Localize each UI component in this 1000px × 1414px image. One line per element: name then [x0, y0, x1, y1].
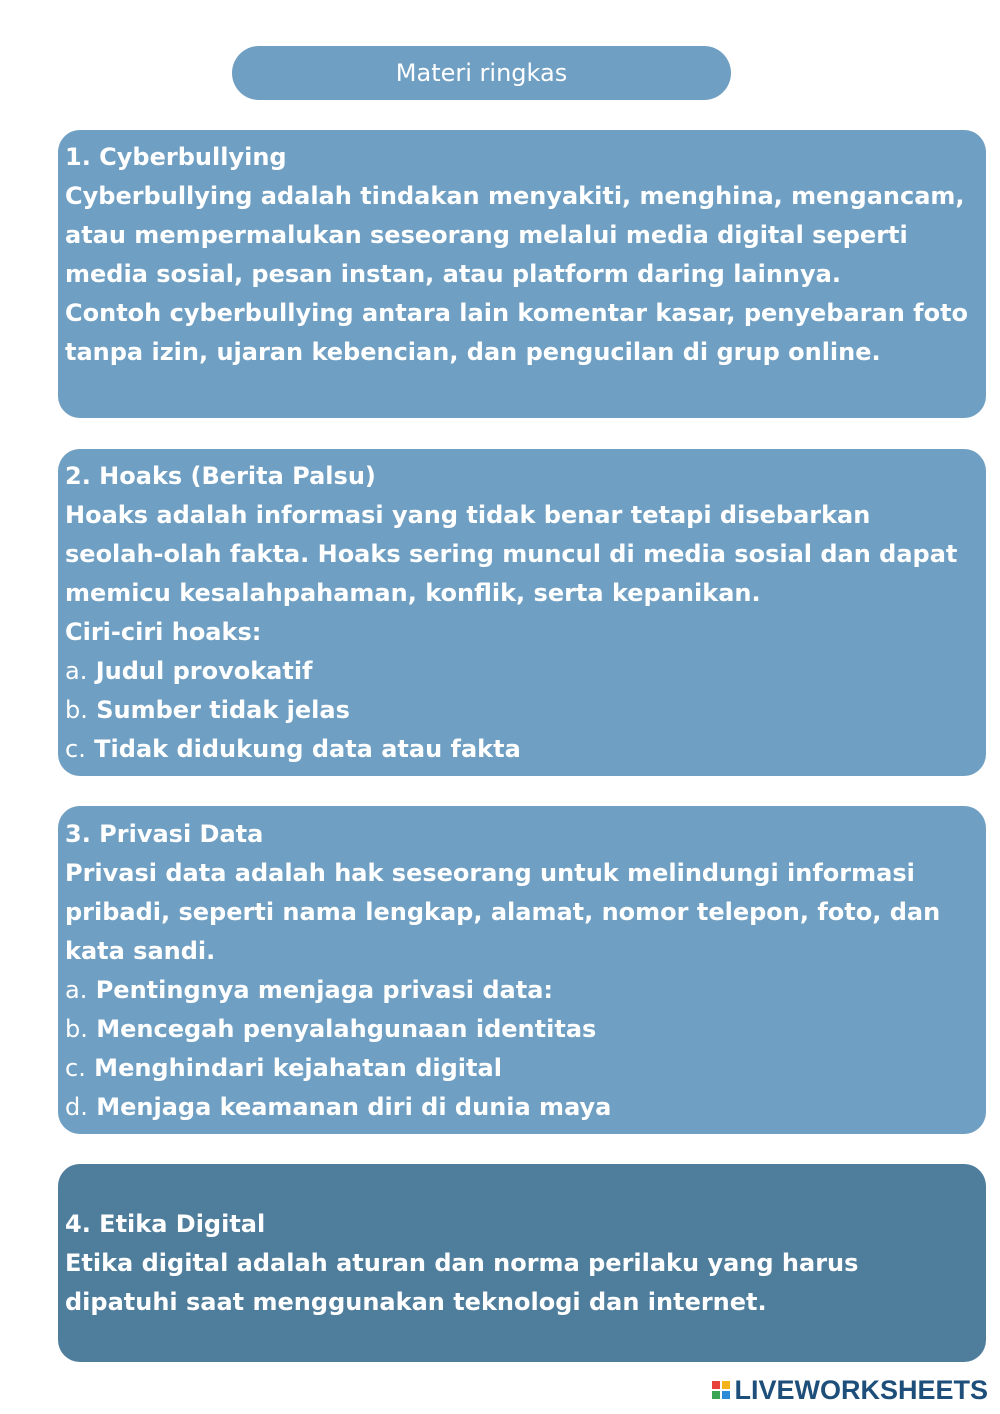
logo-blocks-icon [712, 1381, 730, 1399]
card-text-line: Contoh cyberbullying antara lain komentar kasar, penyebaran foto [65, 299, 969, 327]
list-marker: c. [65, 1054, 86, 1082]
list-item [65, 971, 986, 1010]
list-marker: b. [65, 696, 88, 724]
list-marker: a. [65, 976, 88, 1004]
list-item-text: Menghindari kejahatan digital [85, 1054, 502, 1082]
card-text-line: memicu kesalahpahaman, konflik, serta kepanikan. [65, 579, 761, 607]
card-heading: 1. Cyberbullying [65, 143, 287, 171]
card-text-line: media sosial, pesan instan, atau platform daring lainnya. [65, 260, 841, 288]
logo-block [722, 1381, 730, 1389]
liveworksheets-logo [712, 1374, 988, 1406]
card-heading: 2. Hoaks (Berita Palsu) [65, 462, 376, 490]
list-marker: d. [65, 1093, 88, 1121]
list-item-text: Tidak didukung data atau fakta [85, 735, 521, 763]
card-text-line: Privasi data adalah hak seseorang untuk melindungi informasi [65, 859, 915, 887]
card-text-line: pribadi, seperti nama lengkap, alamat, nomor telepon, foto, dan [65, 898, 941, 926]
list-item [65, 652, 986, 691]
list-marker: a. [65, 657, 88, 685]
list-item [65, 730, 986, 769]
card-text-line: Cyberbullying adalah tindakan menyakiti, menghina, mengancam, [65, 182, 965, 210]
card-text-line: tanpa izin, ujaran kebencian, dan pengucilan di grup online. [65, 338, 881, 366]
list-marker: c. [65, 735, 86, 763]
card-heading: 3. Privasi Data [65, 820, 264, 848]
card-text-line: Ciri-ciri hoaks: [65, 618, 262, 646]
card-heading: 4. Etika Digital [65, 1210, 266, 1238]
list-marker: b. [65, 1015, 88, 1043]
card-hoaks [58, 449, 986, 776]
list-item [65, 1010, 986, 1049]
list-item [65, 691, 986, 730]
card-body [65, 1205, 986, 1322]
card-body [65, 815, 986, 1127]
list-item-text: Sumber tidak jelas [87, 696, 350, 724]
card-text-line: kata sandi. [65, 937, 216, 965]
list-item-text: Judul provokatif [87, 657, 313, 685]
logo-block [712, 1381, 720, 1389]
card-text-line: Etika digital adalah aturan dan norma perilaku yang harus [65, 1249, 859, 1277]
card-text-line: atau mempermalukan seseorang melalui media digital seperti [65, 221, 908, 249]
card-text-line: Hoaks adalah informasi yang tidak benar tetapi disebarkan [65, 501, 871, 529]
list-item-text: Pentingnya menjaga privasi data: [87, 976, 554, 1004]
card-cyberbullying [58, 130, 986, 418]
card-text-line: seolah-olah fakta. Hoaks sering muncul di media sosial dan dapat [65, 540, 958, 568]
card-privasi-data [58, 806, 986, 1134]
list-item [65, 1088, 986, 1127]
list-item [65, 1049, 986, 1088]
card-body [65, 457, 986, 769]
logo-text: LIVEWORKSHEETS [734, 1374, 988, 1405]
card-etika-digital [58, 1164, 986, 1362]
logo-block [722, 1391, 730, 1399]
card-body [65, 138, 986, 372]
list-item-text: Menjaga keamanan diri di dunia maya [87, 1093, 612, 1121]
list-item-text: Mencegah penyalahgunaan identitas [87, 1015, 597, 1043]
card-text-line: dipatuhi saat menggunakan teknologi dan internet. [65, 1288, 767, 1316]
logo-block [712, 1391, 720, 1399]
page-title: Materi ringkas [232, 46, 731, 100]
